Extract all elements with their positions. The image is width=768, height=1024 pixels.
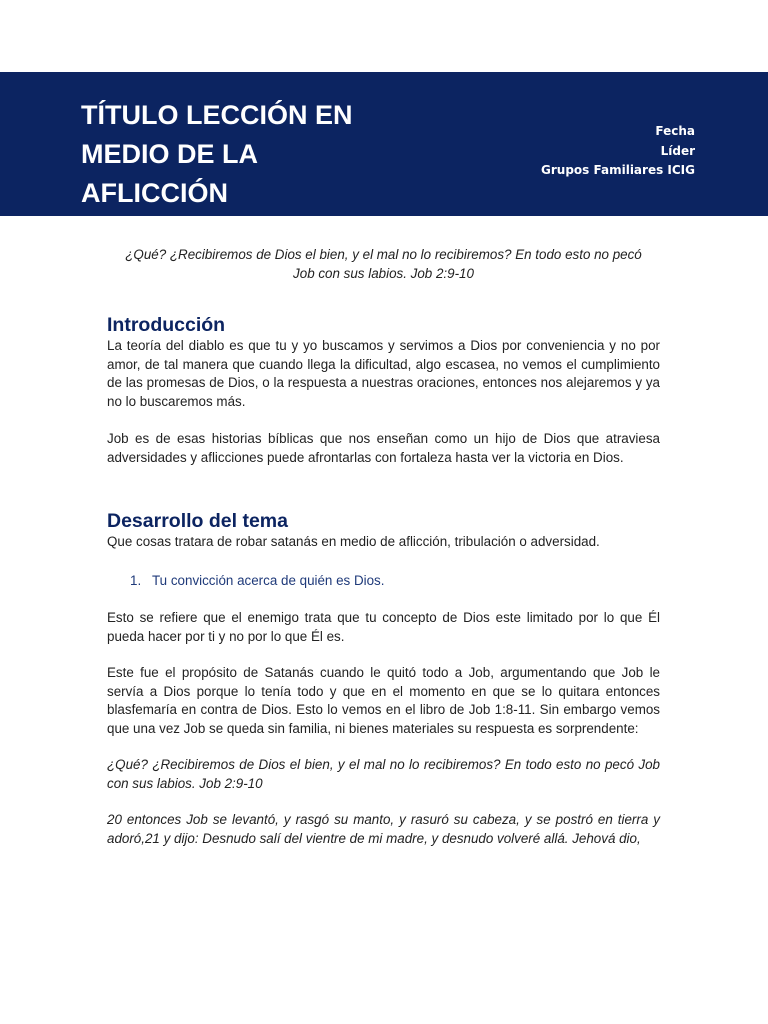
meta-date: Fecha [655,124,695,138]
list-item [107,572,660,591]
lesson-title-line: AFLICCIÓN [81,178,228,208]
document-body [107,246,660,848]
verse-line: Job con sus labios. Job 2:9-10 [293,265,474,281]
meta-group: Grupos Familiares ICIG [541,163,695,177]
development-heading: Desarrollo del tema [107,510,288,532]
meta-leader: Líder [660,143,695,158]
scripture-quote: 20 entonces Job se levantó, y rasgó su manto, y rasuró su cabeza, y se postró en tierra y adoró,21 y dijo: Desnudo salí del vientre de mi madre, y desnudo volveré allá. Jehová dio, [107,812,660,846]
lesson-meta [541,122,695,181]
header-banner [0,72,768,216]
introduction-heading: Introducción [107,314,226,336]
introduction-paragraph: Job es de esas historias bíblicas que nos enseñan como un hijo de Dios que atraviesa adversidades y aflicciones puede afrontarlas con fortaleza hasta ver la victoria en Dios. [107,431,660,465]
list-number: 1. [130,572,142,588]
opening-verse [107,246,660,283]
list-text: Tu convicción acerca de quién es Dios. [152,572,385,588]
lesson-title-line: MEDIO DE LA [81,139,259,169]
development-paragraph: Este fue el propósito de Satanás cuando le quitó todo a Job, argumentando que Job le servía a Dios porque lo tenía todo y que en el momento en que se lo quitara entonces blasfemaría en contra de Dios. Esto lo vemos en el libro de Job 1:8-11. Sin embargo vemos que una vez Job se queda sin familia, ni bienes materiales su respuesta es sorprendente: [107,665,660,736]
development-intro: Que cosas tratara de robar satanás en medio de aflicción, tribulación o adversidad. [107,534,600,549]
lesson-title [81,96,401,213]
verse-line: ¿Qué? ¿Recibiremos de Dios el bien, y el mal no lo recibiremos? En todo esto no pecó [125,247,642,262]
lesson-title-line: TÍTULO LECCIÓN EN [81,100,353,130]
introduction-paragraph: La teoría del diablo es que tu y yo buscamos y servimos a Dios por conveniencia y no por amor, de tal manera que cuando llega la dificultad, algo escasea, no vemos el cumplimiento de las promesas de Dios, o la respuesta a nuestras oraciones, entonces nos alejaremos y ya no lo buscaremos más. [107,338,660,409]
scripture-quote: ¿Qué? ¿Recibiremos de Dios el bien, y el mal no lo recibiremos? En todo esto no pecó Job con sus labios. Job 2:9-10 [107,757,660,791]
development-paragraph: Esto se refiere que el enemigo trata que tu concepto de Dios este limitado por lo que Él pueda hacer por ti y no por lo que Él es. [107,610,660,644]
